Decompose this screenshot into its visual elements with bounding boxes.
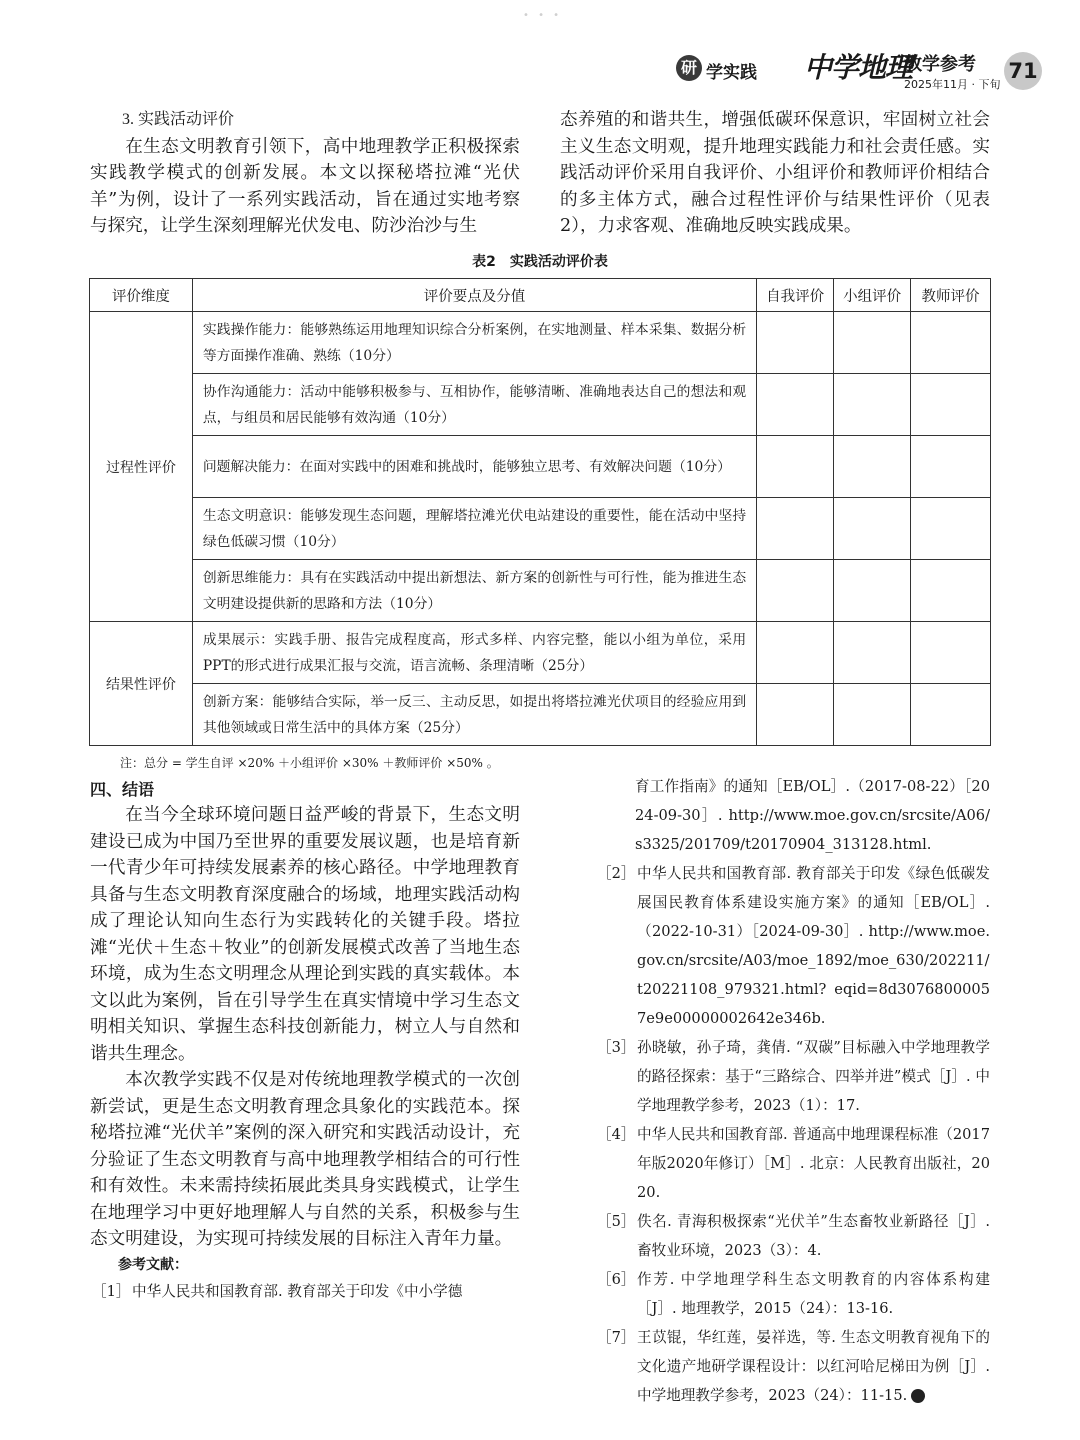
table-row <box>90 374 991 436</box>
score-cell <box>911 374 991 436</box>
score-cell <box>834 560 911 622</box>
score-cell <box>834 312 911 374</box>
reference-item <box>595 1120 990 1207</box>
top-left-column <box>90 107 520 240</box>
score-cell <box>757 560 834 622</box>
score-cell <box>757 622 834 684</box>
subheading: 3. 实践活动评价 <box>122 111 235 128</box>
reference-number: ［6］ <box>597 1271 636 1288</box>
score-cell <box>911 312 991 374</box>
reference-item <box>595 1323 990 1410</box>
reference-item <box>595 1207 990 1265</box>
score-cell <box>757 436 834 498</box>
reference-text: 中华人民共和国教育部. 普通高中地理课程标准（2017年版2020年修订）［M］. 北京：人民教育出版社，2020. <box>637 1126 990 1201</box>
score-cell <box>834 622 911 684</box>
section-heading: 四、结语 <box>90 780 155 799</box>
paragraph: 在生态文明教育引领下，高中地理教学正积极探索实践教学模式的创新发展。本文以探秘塔拉滩“光伏羊”为例，设计了一系列实践活动，旨在通过实地考察与探究，让学生深刻理解光伏发电、防沙治沙与生 <box>90 136 520 236</box>
score-cell <box>834 436 911 498</box>
reference-text: 育工作指南》的通知［EB/OL］.（2017-08-22）［2024-09-30］. http://www.moe.gov.cn/srcsite/A06/s3325/201709/t20170904_313128.html. <box>635 778 990 853</box>
reference-text: 王苡锟，华红莲，晏祥选，等. 生态文明教育视角下的文化遗产地研学课程设计：以红河哈尼梯田为例［J］. 中学地理教学参考，2023（24）：11-15. <box>637 1329 990 1404</box>
column-header: 小组评价 <box>834 279 911 312</box>
page-header <box>676 46 1046 96</box>
criteria-cell: 创新思维能力：具有在实践活动中提出新想法、新方案的创新性与可行性，能为推进生态文明建设提供新的思路和方法（10分） <box>192 560 756 622</box>
table-row <box>90 312 991 374</box>
table-row <box>90 436 991 498</box>
conclusion-column <box>90 778 520 1306</box>
criteria-cell: 问题解决能力：在面对实践中的困难和挑战时，能够独立思考、有效解决问题（10分） <box>192 436 756 498</box>
column-header: 自我评价 <box>757 279 834 312</box>
references-heading: 参考文献： <box>118 1256 188 1273</box>
criteria-cell: 成果展示：实践手册、报告完成程度高，形式多样、内容完整，能以小组为单位，采用PPT的形式进行成果汇报与交流，语言流畅、条理清晰（25分） <box>192 622 756 684</box>
score-cell <box>757 498 834 560</box>
reference-text: 孙晓敏，孙子琦，龚倩. “双碳”目标融入中学地理教学的路径探索：基于“三路综合、四举并进”模式［J］. 中学地理教学参考，2023（1）：17. <box>637 1039 990 1114</box>
references-column <box>595 772 990 1410</box>
reference-text: 作芳. 中学地理学科生态文明教育的内容体系构建［J］. 地理教学，2015（24）：13-16. <box>637 1271 990 1317</box>
criteria-cell: 协作沟通能力：活动中能够积极参与、互相协作，能够清晰、准确地表达自己的想法和观点，与组员和居民能够有效沟通（10分） <box>192 374 756 436</box>
criteria-cell: 实践操作能力：能够熟练运用地理知识综合分析案例，在实地测量、样本采集、数据分析等方面操作准确、熟练（10分） <box>192 312 756 374</box>
section-badge: 研 <box>676 55 702 81</box>
issue-date: 2025年11月 · 下旬 <box>904 78 1001 91</box>
score-cell <box>757 312 834 374</box>
table-row <box>90 684 991 746</box>
table-row <box>90 560 991 622</box>
dimension-cell: 过程性评价 <box>90 312 193 622</box>
reference-number: ［4］ <box>597 1126 636 1143</box>
journal-logo: 中学地理 <box>804 51 913 84</box>
score-cell <box>834 684 911 746</box>
score-cell <box>911 560 991 622</box>
criteria-cell: 生态文明意识：能够发现生态问题，理解塔拉滩光伏电站建设的重要性，能在活动中坚持绿色低碳习惯（10分） <box>192 498 756 560</box>
score-cell <box>834 374 911 436</box>
score-cell <box>834 498 911 560</box>
journal-name: 教学参考 <box>904 54 976 75</box>
paragraph: 态养殖的和谐共生，增强低碳环保意识，牢固树立社会主义生态文明观，提升地理实践能力和社会责任感。实践活动评价采用自我评价、小组评价和教师评价相结合的多主体方式，融合过程性评价与结果性评价（见表2），力求客观、准确地反映实践成果。 <box>560 110 990 236</box>
column-header: 评价要点及分值 <box>192 279 756 312</box>
reference-number: ［7］ <box>597 1329 636 1346</box>
criteria-cell: 创新方案：能够结合实际，举一反三、主动反思，如提出将塔拉滩光伏项目的经验应用到其他领域或日常生活中的具体方案（25分） <box>192 684 756 746</box>
table-row <box>90 622 991 684</box>
reference-item <box>595 1265 990 1323</box>
reference-text: 佚名. 青海积极探索“光伏羊”生态畜牧业新路径［J］. 畜牧业环境，2023（3）：4. <box>637 1213 990 1259</box>
table-caption: 表2 实践活动评价表 <box>472 254 608 270</box>
score-cell <box>757 374 834 436</box>
paragraph: 在当今全球环境问题日益严峻的背景下，生态文明建设已成为中国乃至世界的重要发展议题，也是培育新一代青少年可持续发展素养的核心路径。中学地理教育具备与生态文明教育深度融合的场域，地理实践活动构成了理论认知向生态行为实践转化的关键手段。塔拉滩“光伏＋生态＋牧业”的创新发展模式改善了当地生态环境，成为生态文明理念从理论到实践的真实载体。本文以此为案例，旨在引导学生在真实情境中学习生态文明相关知识、掌握生态科技创新能力，树立人与自然和谐共生理念。 <box>90 805 520 1064</box>
table-row <box>90 498 991 560</box>
reference-item <box>595 859 990 1033</box>
reference-number: ［2］ <box>597 865 636 882</box>
reference-item <box>595 772 990 859</box>
score-cell <box>911 622 991 684</box>
score-cell <box>911 498 991 560</box>
score-cell <box>911 436 991 498</box>
end-mark-icon <box>911 1389 925 1403</box>
reference-text: 中华人民共和国教育部. 教育部关于印发《绿色低碳发展国民教育体系建设实施方案》的通知［EB/OL］.（2022-10-31）［2024-09-30］. http://www.moe.gov.cn/srcsite/A03/moe_1892/moe_630/202211/t20221108_979321.html? eqid=8d30768000057e9e00000002642e346b. <box>637 865 990 1027</box>
section-title: 学实践 <box>706 63 757 83</box>
column-header: 评价维度 <box>90 279 193 312</box>
reference-item <box>90 1277 520 1306</box>
reference-text: 中华人民共和国教育部. 教育部关于印发《中小学德 <box>132 1282 463 1300</box>
table-header-row <box>90 279 991 312</box>
dimension-cell: 结果性评价 <box>90 622 193 746</box>
top-right-column <box>560 107 990 240</box>
score-cell <box>757 684 834 746</box>
evaluation-table <box>89 278 991 746</box>
window-handle: • • • <box>523 10 563 21</box>
reference-item <box>595 1033 990 1120</box>
table-note: 注：总分 = 学生自评 ×20% ＋小组评价 ×30% ＋教师评价 ×50% 。 <box>120 756 499 770</box>
reference-text-wrap <box>637 1323 990 1410</box>
score-cell <box>911 684 991 746</box>
page-number: 71 <box>1004 52 1042 90</box>
reference-number: ［5］ <box>597 1213 636 1230</box>
reference-number: ［3］ <box>597 1039 636 1056</box>
reference-number: ［1］ <box>92 1282 131 1300</box>
paragraph: 本次教学实践不仅是对传统地理教学模式的一次创新尝试，更是生态文明教育理念具象化的实践范本。探秘塔拉滩“光伏羊”案例的深入研究和实践活动设计，充分验证了生态文明教育与高中地理教学相结合的可行性和有效性。未来需持续拓展此类具身实践模式，让学生在地理学习中更好地理解人与自然的关系，积极参与生态文明建设，为实现可持续发展的目标注入青年力量。 <box>90 1070 520 1249</box>
column-header: 教师评价 <box>911 279 991 312</box>
